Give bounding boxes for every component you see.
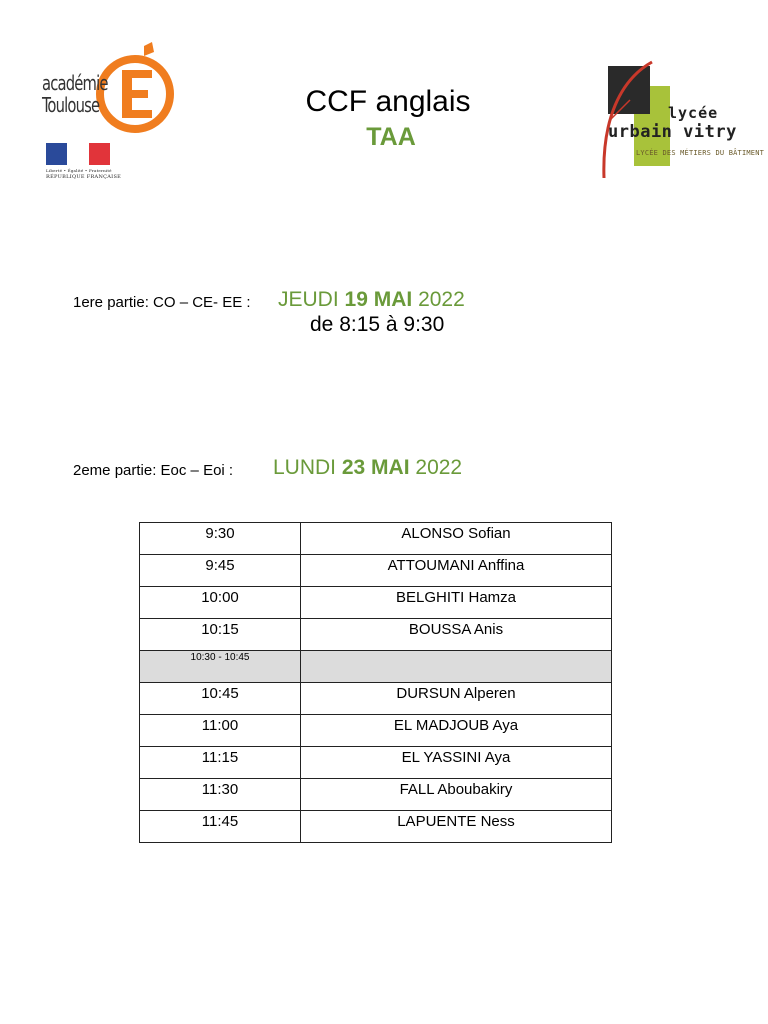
marianne-republic: RÉPUBLIQUE FRANÇAISE	[46, 174, 122, 180]
schedule-row	[140, 747, 612, 779]
lycee-logo-line2: urbain vitry	[608, 122, 737, 142]
schedule-name-cell: EL MADJOUB Aya	[301, 715, 612, 747]
schedule-row	[140, 587, 612, 619]
schedule-time-cell: 9:45	[140, 555, 301, 587]
schedule-time-cell: 11:30	[140, 779, 301, 811]
page-subtitle: TAA	[366, 123, 416, 151]
schedule-name-cell: FALL Aboubakiry	[301, 779, 612, 811]
schedule-time-cell: 11:00	[140, 715, 301, 747]
academie-logo-line2: Toulouse	[42, 93, 100, 117]
schedule-row	[140, 683, 612, 715]
schedule-name-cell: ALONSO Sofian	[301, 523, 612, 555]
schedule-row	[140, 555, 612, 587]
part2-label: 2eme partie: Eoc – Eoi :	[73, 462, 234, 479]
schedule-table	[139, 522, 612, 843]
lycee-logo-line3: LYCÉE DES MÉTIERS DU BÂTIMENT	[636, 149, 765, 157]
part1-date	[278, 288, 465, 312]
schedule-row	[140, 779, 612, 811]
part1-date-bold: 19 MAI	[344, 288, 413, 311]
schedule-time-cell: 10:30 - 10:45	[140, 651, 301, 683]
schedule-break-row	[140, 651, 612, 683]
part1-day: JEUDI	[278, 288, 339, 311]
page-title: CCF anglais	[305, 85, 471, 118]
schedule-name-cell: EL YASSINI Aya	[301, 747, 612, 779]
schedule-name-cell: ATTOUMANI Anffina	[301, 555, 612, 587]
schedule-time-cell: 10:45	[140, 683, 301, 715]
part2-date	[273, 456, 462, 480]
part1-time: de 8:15 à 9:30	[310, 313, 445, 336]
schedule-time-cell: 10:15	[140, 619, 301, 651]
schedule-name-cell: BELGHITI Hamza	[301, 587, 612, 619]
schedule-name-cell: BOUSSA Anis	[301, 619, 612, 651]
schedule-time-cell: 10:00	[140, 587, 301, 619]
part2-date-bold: 23 MAI	[341, 456, 410, 479]
lycee-urbain-vitry-logo	[590, 60, 765, 190]
part2-year: 2022	[415, 456, 463, 479]
schedule-row	[140, 523, 612, 555]
part2-day: LUNDI	[273, 456, 337, 479]
schedule-row	[140, 715, 612, 747]
part1-label: 1ere partie: CO – CE- EE :	[73, 294, 251, 311]
academie-logo-line1: académie	[42, 71, 108, 95]
schedule-time-cell: 11:15	[140, 747, 301, 779]
part1-year: 2022	[418, 288, 465, 311]
lycee-logo-line1: lycée	[668, 104, 719, 122]
schedule-time-cell: 11:45	[140, 811, 301, 843]
schedule-row	[140, 811, 612, 843]
schedule-row	[140, 619, 612, 651]
schedule-name-cell: DURSUN Alperen	[301, 683, 612, 715]
schedule-time-cell: 9:30	[140, 523, 301, 555]
schedule-name-cell	[301, 651, 612, 683]
schedule-name-cell: LAPUENTE Ness	[301, 811, 612, 843]
marianne-motto: Liberté • Égalité • Fraternité	[46, 168, 112, 173]
schedule-body	[140, 523, 612, 843]
